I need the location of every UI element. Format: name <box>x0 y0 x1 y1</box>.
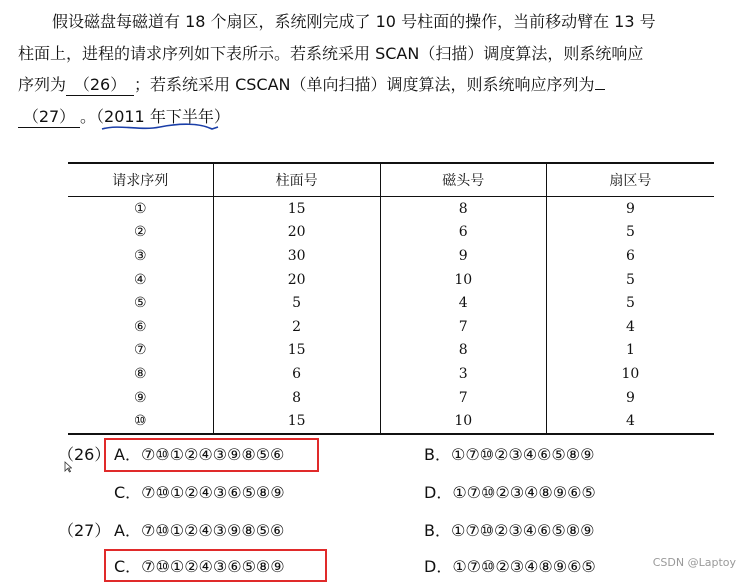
cell-request: ① <box>133 200 147 217</box>
header-request-seq: 请求序列 <box>68 163 213 197</box>
cell-head: 6 <box>380 221 546 245</box>
cell-head: 8 <box>380 339 546 363</box>
cell-cylinder: 15 <box>213 339 380 363</box>
cell-request: ④ <box>133 271 147 288</box>
option-27-d[interactable]: D．①⑦⑩②③④⑧⑨⑥⑤ <box>424 557 596 576</box>
table-row <box>68 315 714 339</box>
blank-27: （27） <box>18 107 80 128</box>
cell-cylinder: 8 <box>213 386 380 410</box>
cell-cylinder: 20 <box>213 221 380 245</box>
cell-sector: 9 <box>546 197 714 221</box>
cell-head: 3 <box>380 362 546 386</box>
question-line-1: 假设磁盘每磁道有 18 个扇区，系统刚完成了 10 号柱面的操作，当前移动臂在 13 号 <box>52 12 656 31</box>
exam-year <box>104 101 214 133</box>
cell-cylinder: 6 <box>213 362 380 386</box>
cell-request: ⑨ <box>133 389 147 406</box>
table-row <box>68 409 714 434</box>
question-line-4 <box>18 101 738 133</box>
table-row <box>68 362 714 386</box>
header-head: 磁头号 <box>380 163 546 197</box>
cell-sector: 4 <box>546 315 714 339</box>
question-line-4-close: ） <box>213 106 230 126</box>
cell-cylinder: 15 <box>213 409 380 434</box>
option-26-b[interactable]: B．①⑦⑩②③④⑥⑤⑧⑨ <box>424 445 595 464</box>
table-row <box>68 386 714 410</box>
cell-cylinder: 30 <box>213 244 380 268</box>
cell-request: ⑧ <box>133 365 147 382</box>
cell-head: 8 <box>380 197 546 221</box>
cell-sector: 4 <box>546 409 714 434</box>
table-row <box>68 244 714 268</box>
table-header-row <box>68 163 714 197</box>
question-line-3-start: 序列为 <box>18 75 67 94</box>
cell-cylinder: 2 <box>213 315 380 339</box>
request-table <box>68 162 714 435</box>
header-cylinder: 柱面号 <box>213 163 380 197</box>
option-26-a[interactable]: A．⑦⑩①②④③⑨⑧⑤⑥ <box>114 445 285 464</box>
question-line-4-punct: 。（ <box>80 106 105 126</box>
cell-sector: 5 <box>546 221 714 245</box>
cell-request: ② <box>133 224 147 241</box>
mouse-cursor-icon <box>64 461 72 473</box>
cell-head: 7 <box>380 386 546 410</box>
option-26-d[interactable]: D．①⑦⑩②③④⑧⑨⑥⑤ <box>424 483 596 502</box>
question-line-2: 柱面上，进程的请求序列如下表所示。若系统采用 SCAN（扫描）调度算法，则系统响应 <box>18 43 644 63</box>
cell-head: 10 <box>380 268 546 292</box>
table-row <box>68 291 714 315</box>
blank-underline <box>595 89 605 90</box>
cell-head: 9 <box>380 244 546 268</box>
question-text <box>18 6 738 132</box>
cell-head: 4 <box>380 291 546 315</box>
cell-request: ⑥ <box>133 318 147 335</box>
cell-head: 10 <box>380 409 546 434</box>
blank-26: （26） <box>66 75 134 96</box>
option-27-c[interactable]: C．⑦⑩①②④③⑥⑤⑧⑨ <box>114 557 285 576</box>
question-26-label: （26） <box>58 445 111 464</box>
cell-head: 7 <box>380 315 546 339</box>
table-row <box>68 339 714 363</box>
cell-cylinder: 20 <box>213 268 380 292</box>
question-line-3 <box>18 69 738 101</box>
watermark: CSDN @Laptoy <box>652 556 736 569</box>
table-row <box>68 221 714 245</box>
cell-cylinder: 15 <box>213 197 380 221</box>
cell-request: ⑩ <box>133 413 147 430</box>
handwritten-underline-icon <box>100 121 228 133</box>
cell-sector: 6 <box>546 244 714 268</box>
option-27-b[interactable]: B．①⑦⑩②③④⑥⑤⑧⑨ <box>424 521 595 540</box>
cell-sector: 1 <box>546 339 714 363</box>
cell-cylinder: 5 <box>213 291 380 315</box>
table-row <box>68 197 714 221</box>
table-row <box>68 268 714 292</box>
cell-request: ⑤ <box>133 295 147 312</box>
exam-year-text: 2011 年下半年 <box>104 106 214 126</box>
option-27-a[interactable]: A．⑦⑩①②④③⑨⑧⑤⑥ <box>114 521 285 540</box>
cell-request: ③ <box>133 247 147 264</box>
cell-sector: 9 <box>546 386 714 410</box>
cell-request: ⑦ <box>133 342 147 359</box>
cell-sector: 5 <box>546 268 714 292</box>
question-27-label: （27） <box>58 521 111 540</box>
cell-sector: 10 <box>546 362 714 386</box>
question-line-3-mid: ；若系统采用 CSCAN（单向扫描）调度算法，则系统响应序列为 <box>134 75 595 94</box>
option-26-c[interactable]: C．⑦⑩①②④③⑥⑤⑧⑨ <box>114 483 285 502</box>
cell-sector: 5 <box>546 291 714 315</box>
header-sector: 扇区号 <box>546 163 714 197</box>
